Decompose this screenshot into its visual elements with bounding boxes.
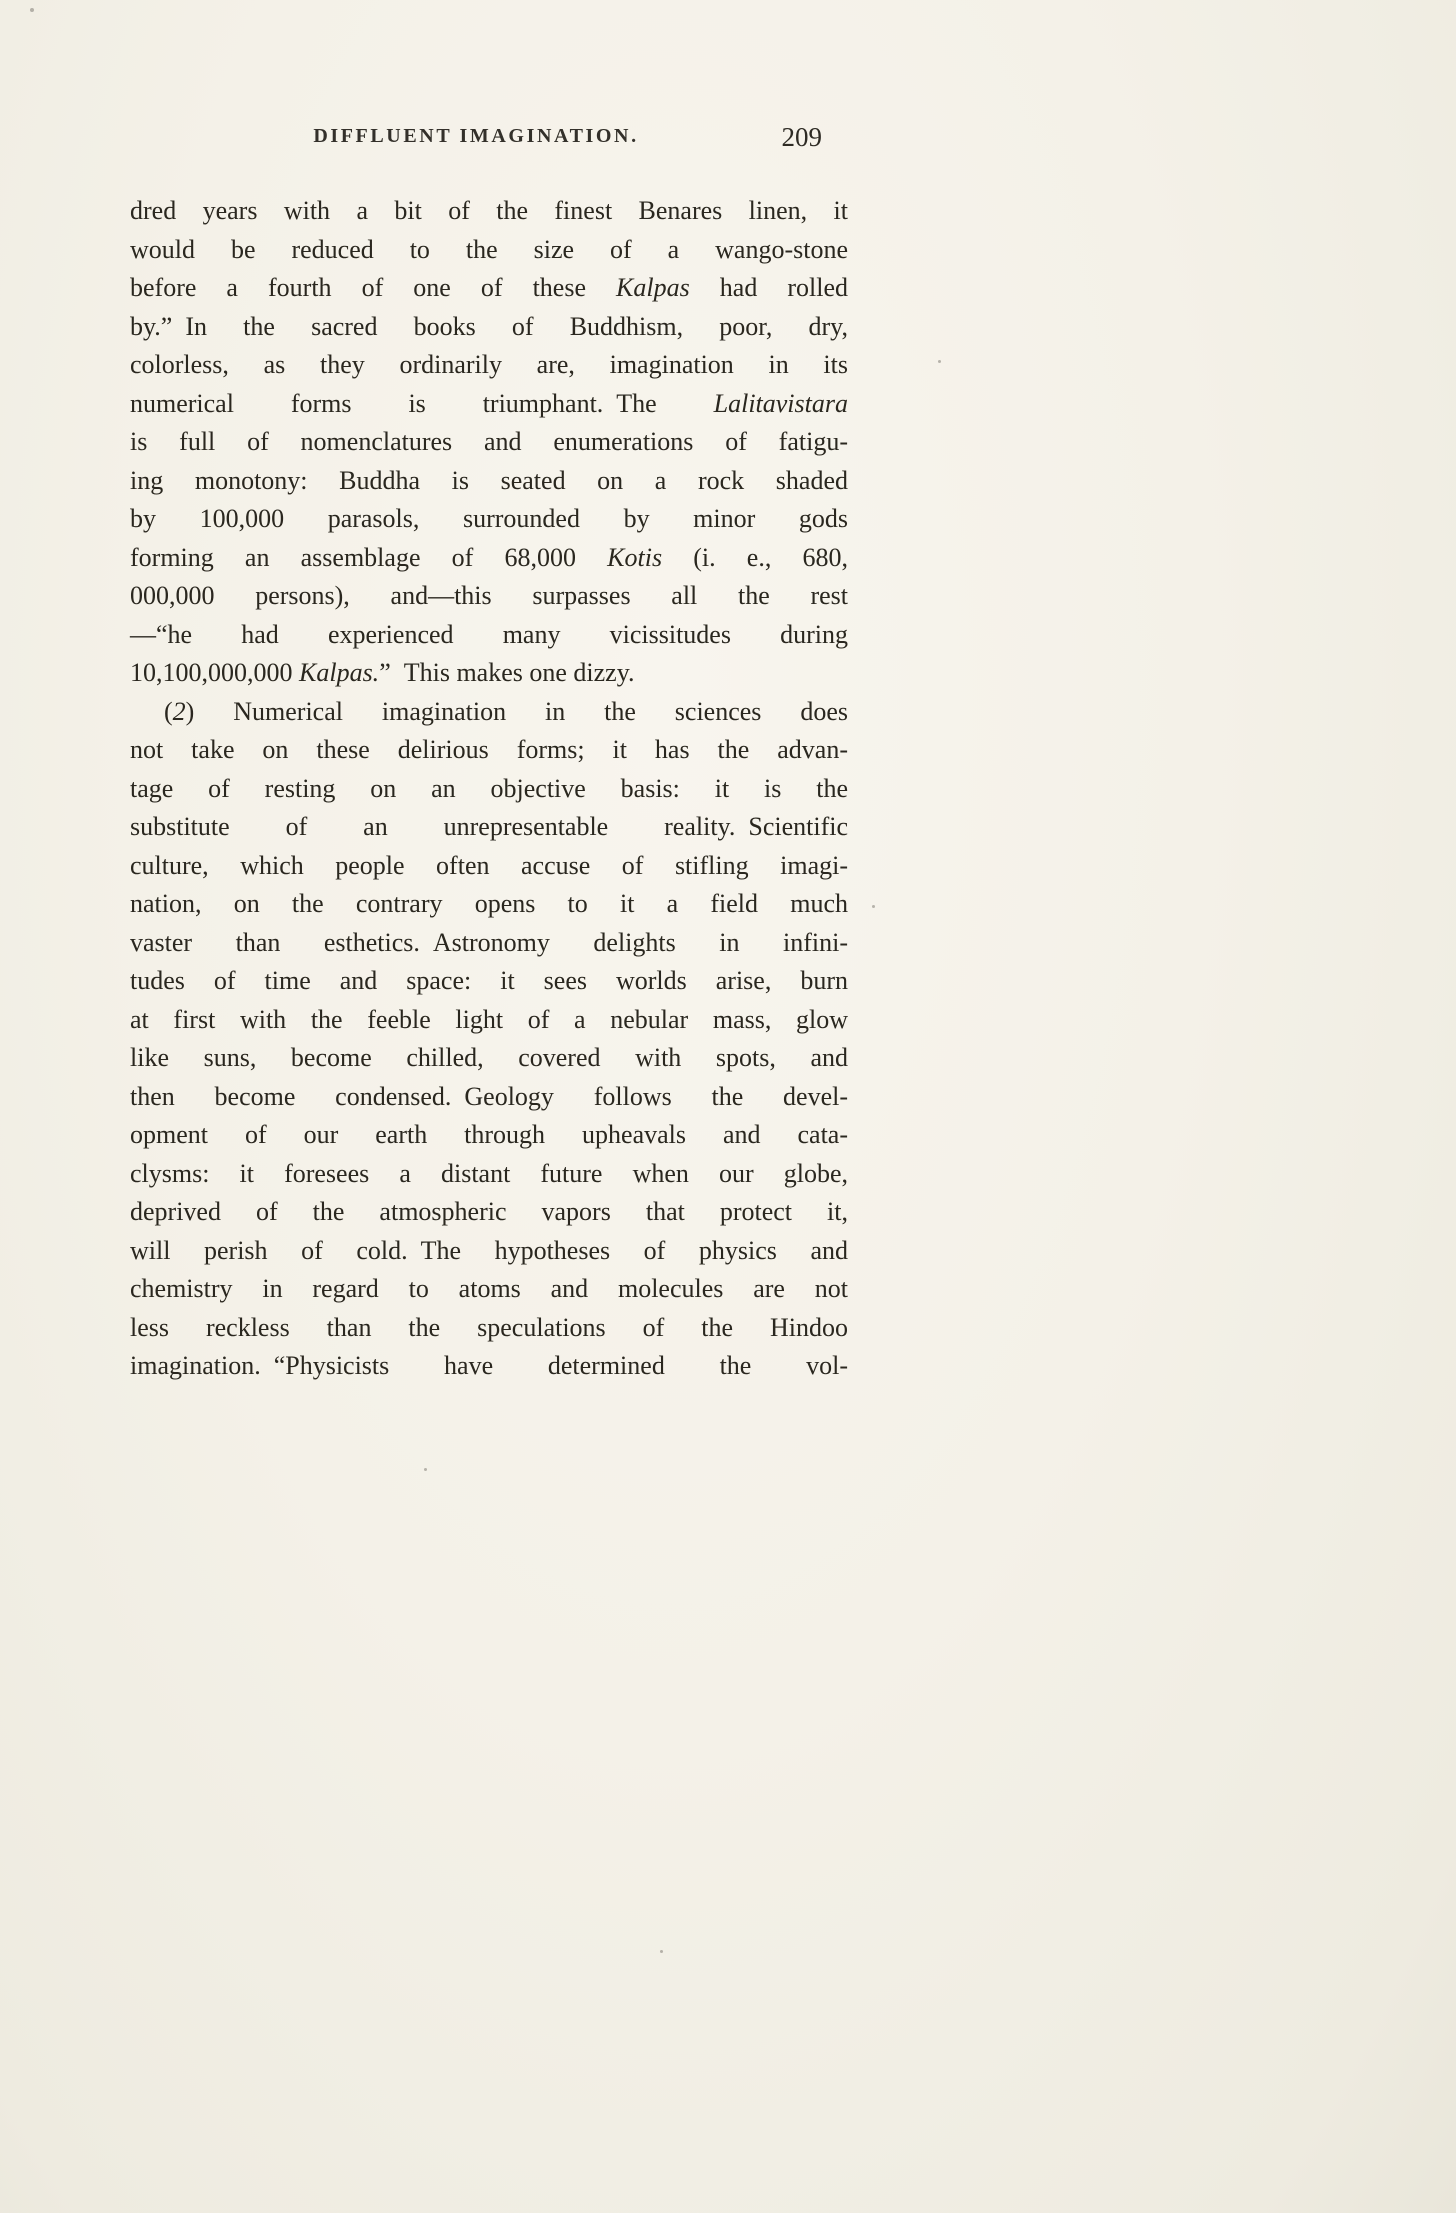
text-segment: dred years with a bit of the finest Benares linen, it: [130, 196, 848, 225]
text-line: [130, 924, 848, 963]
text-segment: before a fourth of one of these: [130, 273, 617, 302]
text-segment: tage of resting on an objective basis: it is the: [130, 773, 848, 803]
text-segment: opment of our earth through upheavals and cata-: [130, 1120, 848, 1149]
text-segment: tudes of time and space: it sees worlds arise, burn: [130, 966, 848, 995]
text-segment: will perish of cold. The hypotheses of physics and: [130, 1235, 848, 1265]
text-line: [130, 346, 848, 385]
text-line: [130, 231, 848, 270]
text-line: [130, 308, 848, 347]
text-line: [130, 808, 848, 847]
text-line: [130, 1193, 848, 1232]
italic-text: Kotis: [607, 542, 663, 572]
text-segment: would be reduced to the size of a wango-stone: [130, 234, 848, 264]
text-line: [130, 423, 848, 462]
text-segment: 000,000 persons), and—this surpasses all the rest: [130, 581, 848, 610]
text-segment: substitute of an unrepresentable reality. Scientific: [130, 812, 848, 841]
text-segment: (: [164, 696, 173, 726]
text-segment: 10,100,000,000: [130, 658, 299, 687]
scan-speck: [660, 1950, 663, 1953]
italic-text: Kalpas.: [299, 658, 380, 687]
text-segment: ) Numerical imagination in the sciences does: [185, 696, 848, 726]
text-line: [130, 385, 848, 424]
text-segment: colorless, as they ordinarily are, imagination in its: [130, 350, 848, 379]
scan-speck: [872, 905, 875, 908]
text-line: [130, 462, 848, 501]
text-segment: not take on these delirious forms; it has the advan-: [130, 735, 848, 764]
text-line: [130, 962, 848, 1001]
text-line: [130, 1001, 848, 1040]
text-segment: less reckless than the speculations of the Hindoo: [130, 1312, 848, 1342]
text-segment: ing monotony: Buddha is seated on a rock shaded: [130, 465, 848, 495]
text-line: [130, 269, 848, 308]
italic-text: 2: [172, 696, 186, 726]
text-segment: forming an assemblage of 68,000: [130, 542, 608, 572]
text-segment: then become condensed. Geology follows the devel-: [130, 1081, 848, 1111]
text-line: [130, 731, 848, 770]
text-line: [130, 1155, 848, 1194]
italic-text: Kalpas: [616, 273, 690, 302]
text-line: [130, 539, 848, 578]
text-segment: like suns, become chilled, covered with spots, and: [130, 1043, 848, 1072]
text-line: [130, 577, 848, 616]
text-segment: (i. e., 680,: [662, 542, 849, 572]
page-header: [130, 122, 848, 162]
text-block: [130, 192, 848, 1386]
text-line: [130, 1270, 848, 1309]
scan-speck: [424, 1468, 427, 1471]
text-segment: numerical forms is triumphant. The: [130, 388, 714, 418]
text-line: [130, 693, 848, 732]
text-segment: culture, which people often accuse of stifling imagi-: [130, 850, 848, 880]
text-segment: by 100,000 parasols, surrounded by minor gods: [130, 504, 848, 533]
text-line: [130, 885, 848, 924]
text-line: [130, 500, 848, 539]
text-segment: at first with the feeble light of a nebular mass, glow: [130, 1004, 848, 1034]
italic-text: Lalitavistara: [713, 388, 848, 418]
text-segment: ” This makes one dizzy.: [379, 658, 635, 687]
text-line: [130, 770, 848, 809]
text-line: [130, 1309, 848, 1348]
text-line: [130, 1116, 848, 1155]
text-segment: chemistry in regard to atoms and molecules are not: [130, 1274, 848, 1303]
scan-speck: [938, 360, 941, 363]
text-segment: imagination. “Physicists have determined the vol-: [130, 1351, 848, 1380]
text-segment: clysms: it foresees a distant future when our globe,: [130, 1158, 848, 1188]
text-segment: deprived of the atmospheric vapors that protect it,: [130, 1197, 848, 1226]
text-segment: had rolled: [689, 273, 848, 302]
text-segment: —“he had experienced many vicissitudes during: [130, 619, 848, 649]
text-line: [130, 1039, 848, 1078]
text-segment: by.” In the sacred books of Buddhism, poor, dry,: [130, 311, 848, 341]
text-segment: nation, on the contrary opens to it a field much: [130, 889, 848, 918]
text-line: [130, 654, 848, 693]
text-segment: vaster than esthetics. Astronomy delights in infini-: [130, 927, 848, 957]
text-line: [130, 1232, 848, 1271]
text-segment: is full of nomenclatures and enumerations of fatigu-: [130, 427, 848, 456]
text-line: [130, 192, 848, 231]
scan-speck: [30, 8, 34, 12]
text-line: [130, 616, 848, 655]
page-number: 209: [781, 122, 822, 152]
text-line: [130, 847, 848, 886]
running-title: DIFFLUENT IMAGINATION.: [313, 125, 639, 147]
text-line: [130, 1078, 848, 1117]
text-line: [130, 1347, 848, 1386]
